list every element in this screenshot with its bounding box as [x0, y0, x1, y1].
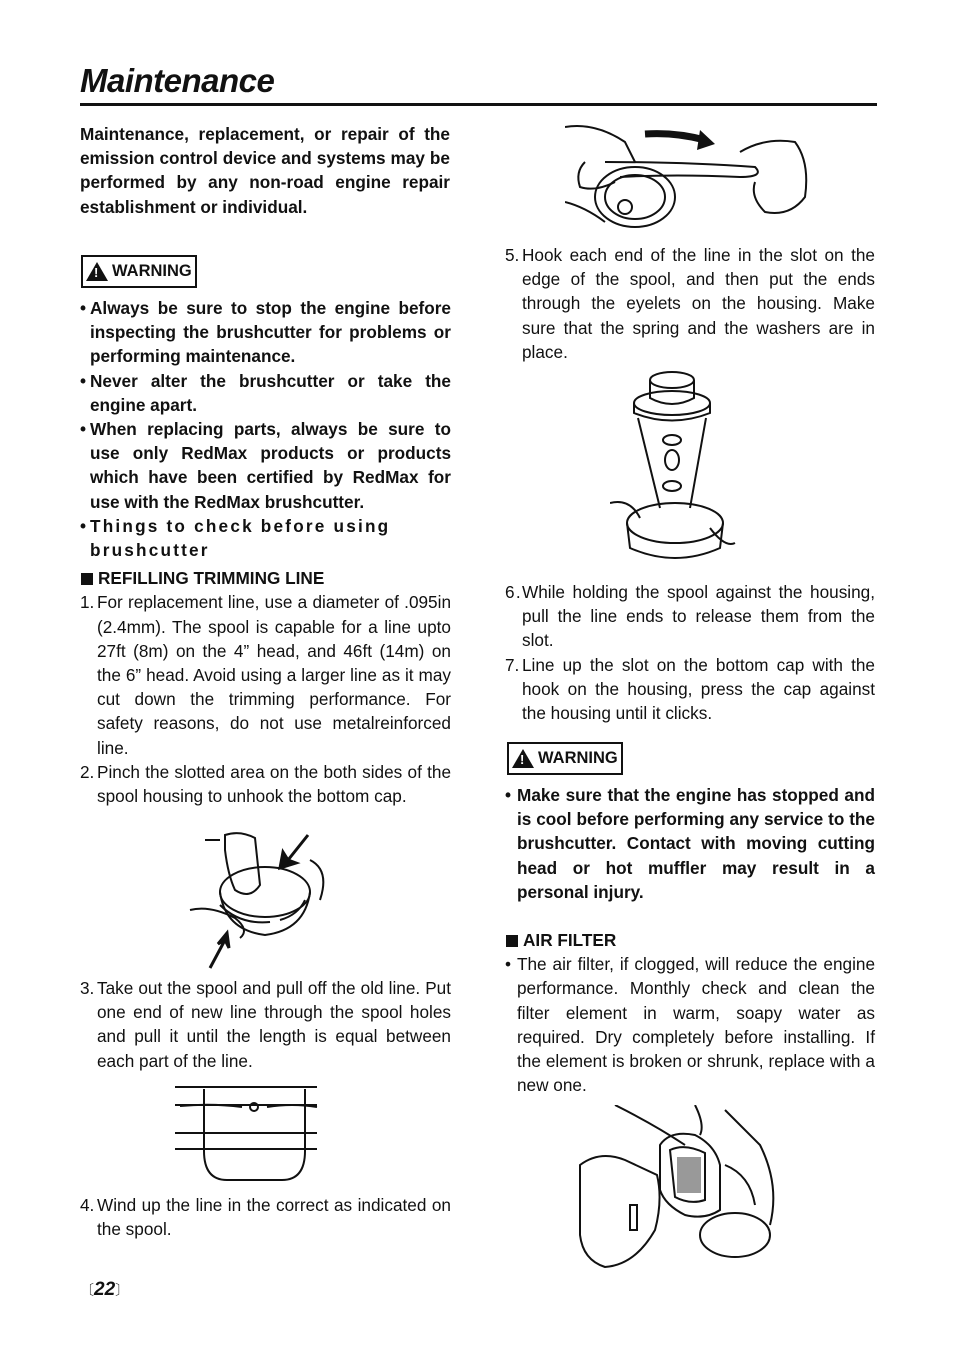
- list-item: 2. Pinch the slotted area on the both sides of the spool housing to unhook the bottom cap.: [80, 761, 451, 807]
- page-title: Maintenance: [80, 62, 275, 99]
- list-item: 7. Line up the slot on the bottom cap with the hook on the housing, press the cap against the housing until it clicks.: [505, 654, 875, 724]
- steps-list-d: [505, 243, 875, 364]
- warning-list-1: [80, 296, 451, 562]
- warning-label: WARNING: [112, 262, 192, 280]
- list-item: 4. Wind up the line in the correct as indicated on the spool.: [80, 1195, 451, 1240]
- steps-list-e: [505, 580, 875, 725]
- filter-element-icon: [677, 1157, 701, 1193]
- list-item: • The air filter, if clogged, will reduce the engine performance. Monthly check and clean the filter element in warm, soapy water as required. Dry completely before installing. If the element is broken or shrunk, replace with a new one.: [505, 954, 875, 1096]
- warning-triangle-icon: [86, 262, 108, 281]
- list-item: • Make sure that the engine has stopped and is cool before performing any service to the brushcutter. Contact with moving cutting head or hot muffler may result in a personal injury.: [505, 785, 875, 902]
- list-item: 1. For replacement line, use a diameter of .095in (2.4mm). The spool is capable for a line upto 27ft (8m) on the 4” head, and 46ft (14m) on the 6” head. Avoid using a larger line as it may cut down the trimming performance. For safety reasons, do not use metalreinforced line.: [80, 592, 451, 758]
- air-filter-list: [505, 952, 875, 1097]
- intro-paragraph: Maintenance, replacement, or repair of the emission control device and systems may be performed by any non-road engine repair establishment or individual.: [80, 124, 450, 217]
- list-item: • When replacing parts, always be sure to use only RedMax products or products which have been certified by RedMax for use with the RedMax brushcutter.: [80, 419, 451, 512]
- left-column: [80, 296, 451, 808]
- list-item: • Things to check before using brushcutter: [80, 515, 391, 561]
- square-bullet-icon: [81, 573, 93, 585]
- warning-label: WARNING: [538, 749, 618, 767]
- spool-assembly-illustration: [610, 368, 740, 568]
- list-item: 3. Take out the spool and pull off the old line. Put one end of new line through the spool holes and pull it until the length is equal between each part of the line.: [80, 978, 451, 1071]
- list-item: 6. While holding the spool against the housing, pull the line ends to release them from the slot.: [505, 582, 875, 651]
- bracket-right-icon: 〕: [115, 1282, 130, 1298]
- right-column-middle: [505, 580, 875, 725]
- left-column-lower: [80, 976, 451, 1073]
- steps-list-a: [80, 590, 451, 808]
- list-item: • Always be sure to stop the engine before inspecting the brushcutter for problems or performing maintenance.: [80, 298, 451, 367]
- warning-triangle-icon: [512, 749, 534, 768]
- section-heading-refilling: REFILLING TRIMMING LINE: [80, 566, 451, 590]
- right-column: [505, 243, 875, 364]
- left-column-bottom: [80, 1193, 451, 1241]
- wind-line-illustration: [565, 122, 815, 237]
- warning-badge-2: [507, 742, 623, 775]
- air-filter-illustration: [575, 1105, 785, 1270]
- spool-line-illustration: [172, 1083, 322, 1183]
- square-bullet-icon: [506, 935, 518, 947]
- right-column-warning: [505, 783, 875, 1097]
- bracket-left-icon: 〔: [80, 1282, 94, 1298]
- warning-list-2: [505, 783, 875, 904]
- steps-list-b: [80, 976, 451, 1073]
- page-number: 〔22〕: [80, 1279, 130, 1300]
- title-rule: [80, 103, 877, 106]
- section-heading-air-filter: AIR FILTER: [505, 928, 875, 952]
- list-item: 5. Hook each end of the line in the slot on the edge of the spool, and then put the ends through the eyelets on the housing. Make sure that the spring and the washers are in place.: [505, 245, 875, 362]
- warning-badge-1: [81, 255, 197, 288]
- pinch-spool-illustration: [180, 830, 330, 970]
- steps-list-c: [80, 1193, 451, 1241]
- list-item: • Never alter the brushcutter or take the engine apart.: [80, 370, 451, 415]
